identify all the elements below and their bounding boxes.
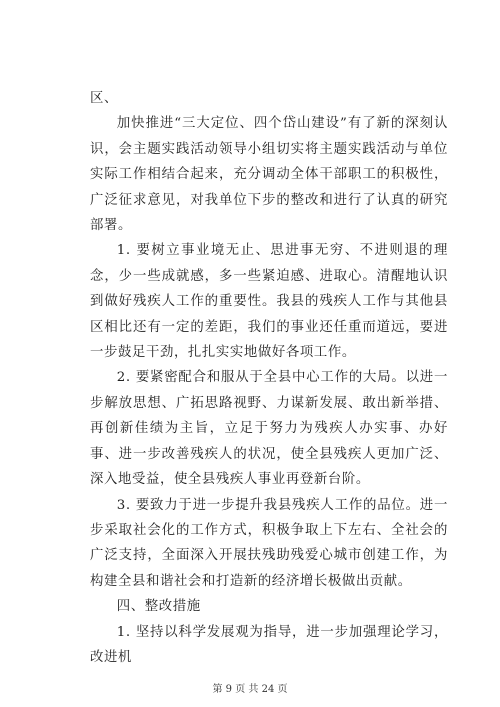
page-footer: 第 9 页 共 24 页 [212, 684, 288, 695]
document-body [90, 86, 448, 670]
paragraph-point-2: 2. 要紧密配合和服从于全县中心工作的大局。以进一步解放思想、广拓思路视野、力谋新发展、敢出新举措、再创新佳绩为主旨，立足于努力为残疾人办实事、办好事、进一步改善残疾人的状况，使全县残疾人更加广泛、深入地受益，使全县残疾人事业再登新台阶。 [90, 370, 448, 488]
paragraph-point-3: 3. 要致力于进一步提升我县残疾人工作的品位。进一步采取社会化的工作方式，积极争取上下左右、全社会的广泛支持，全面深入开展扶残助残爱心城市创建工作，为构建全县和谐社会和打造新的经济增长极做出贡献。 [90, 497, 448, 589]
paragraph-intro: 加快推进“三大定位、四个岱山建设”有了新的深刻认识，会主题实践活动领导小组切实将主题实践活动与单位实际工作相结合起来，充分调动全体干部职工的积极性，广泛征求意见，对我单位下步的整改和进行了认真的研究部署。 [90, 116, 448, 234]
paragraph-point-1: 1. 要树立事业境无止、思进事无穷、不进则退的理念，少一些成就感，多一些紧迫感、进取心。清醒地认识到做好残疾人工作的重要性。我县的残疾人工作与其他县区相比还有一定的差距，我们的事业还任重而道远，要进一步鼓足干劲，扎扎实实地做好各项工作。 [90, 243, 448, 361]
paragraph-continuation: 区、 [90, 91, 118, 106]
section-heading: 四、整改措施 [116, 599, 201, 615]
paragraph-measure-1: 1. 坚持以科学发展观为指导，进一步加强理论学习，改进机 [90, 624, 448, 665]
